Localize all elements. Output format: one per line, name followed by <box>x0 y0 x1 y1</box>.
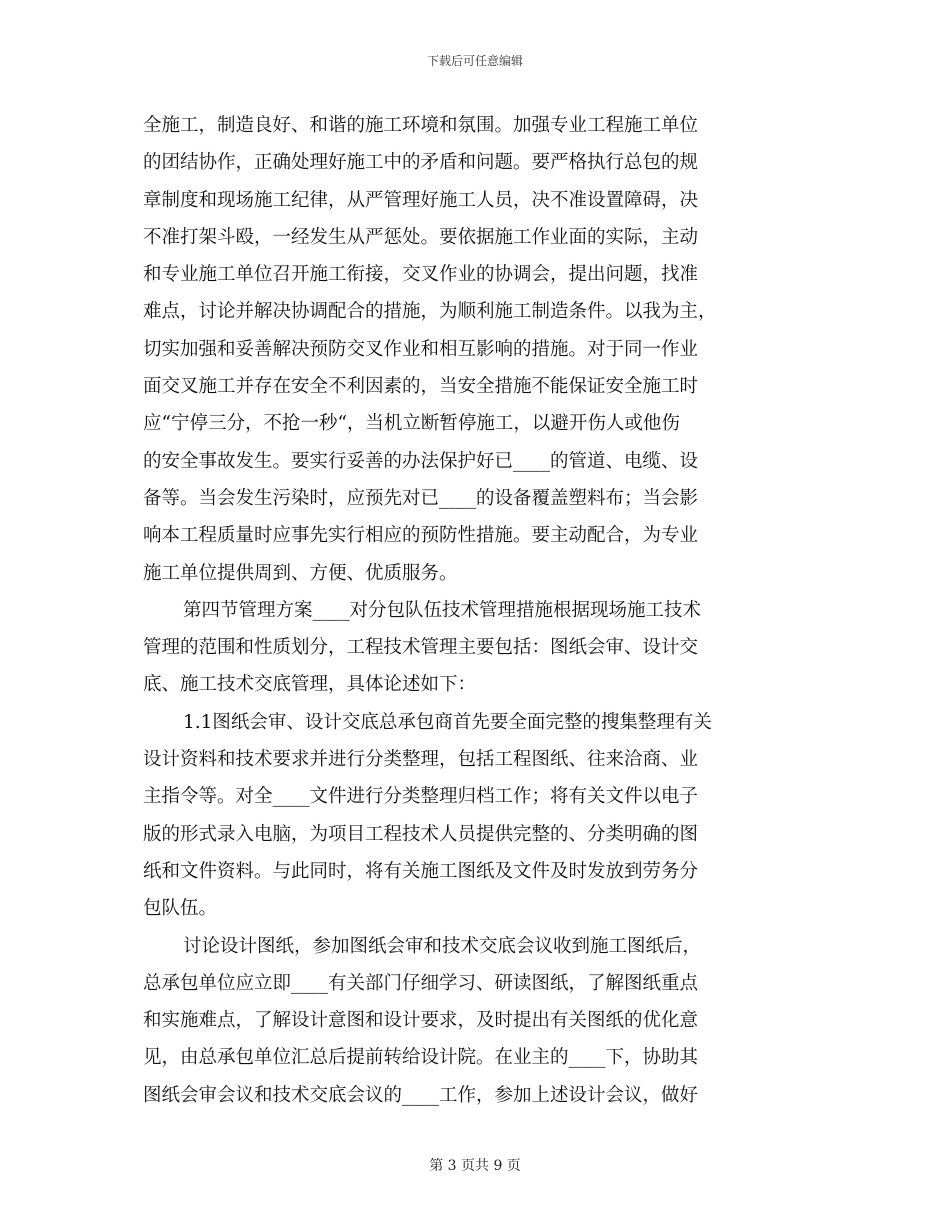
body-line: 总承包单位应立即____有关部门仔细学习、研读图纸，了解图纸重点 <box>143 972 699 994</box>
body-line: 难点，讨论并解决协调配合的措施，为顺利施工制造条件。以我为主， <box>143 301 717 323</box>
body-line: 备等。当会发生污染时，应预先对已____的设备覆盖塑料布；当会影 <box>143 487 699 509</box>
body-line: 版的形式录入电脑，为项目工程技术人员提供完整的、分类明确的图 <box>143 823 699 845</box>
body-line: 和实施难点，了解设计意图和设计要求，及时提出有关图纸的优化意 <box>143 1010 699 1032</box>
body-line: 的团结协作，正确处理好施工中的矛盾和问题。要严格执行总包的规 <box>143 152 699 174</box>
body-line: 和专业施工单位召开施工衔接，交叉作业的协调会，提出问题，找准 <box>143 264 699 286</box>
body-line: 切实加强和妥善解决预防交叉作业和相互影响的措施。对于同一作业 <box>143 338 699 360</box>
body-line: 设计资料和技术要求并进行分类整理，包括工程图纸、往来洽商、业 <box>143 749 699 771</box>
body-line: 面交叉施工并存在安全不利因素的，当安全措施不能保证安全施工时 <box>143 376 699 398</box>
page-number: 第 3 页共 9 页 <box>429 1158 521 1174</box>
body-line: 主指令等。对全____文件进行分类整理归档工作；将有关文件以电子 <box>143 786 699 808</box>
body-line: 见，由总承包单位汇总后提前转给设计院。在业主的____下，协助其 <box>143 1047 699 1069</box>
body-line: 的安全事故发生。要实行妥善的办法保护好已____的管道、电缆、设 <box>143 450 699 472</box>
body-line: 底、施工技术交底管理，具体论述如下： <box>143 674 477 696</box>
paragraph-start-line: 讨论设计图纸，参加图纸会审和技术交底会议收到施工图纸后， <box>183 935 702 957</box>
body-line: 包队伍。 <box>143 898 218 920</box>
document-body <box>143 107 815 1114</box>
body-line: 应“宁停三分，不抢一秒“，当机立断暂停施工，以避开伤人或他伤 <box>143 413 680 435</box>
header-note: 下载后可任意编辑 <box>426 54 523 68</box>
body-line: 图纸会审会议和技术交底会议的____工作，参加上述设计会议，做好 <box>143 1084 699 1106</box>
paragraph-start-line: 第四节管理方案____对分包队伍技术管理措施根据现场施工技术 <box>183 599 702 621</box>
paragraph-start-line: 1.1图纸会审、设计交底总承包商首先要全面完整的搜集整理有关 <box>183 711 712 733</box>
body-line: 章制度和现场施工纪律，从严管理好施工人员，决不准设置障碍，决 <box>143 189 699 211</box>
body-line: 不准打架斗殴，一经发生从严惩处。要依据施工作业面的实际，主动 <box>143 226 699 248</box>
body-line: 管理的范围和性质划分，工程技术管理主要包括：图纸会审、设计交 <box>143 637 699 659</box>
body-line: 纸和文件资料。与此同时，将有关施工图纸及文件及时发放到劳务分 <box>143 860 699 882</box>
body-line: 全施工，制造良好、和谐的施工环境和氛围。加强专业工程施工单位 <box>143 115 699 136</box>
body-line: 施工单位提供周到、方便、优质服务。 <box>143 562 458 584</box>
body-line: 响本工程质量时应事先实行相应的预防性措施。要主动配合，为专业 <box>143 525 699 547</box>
